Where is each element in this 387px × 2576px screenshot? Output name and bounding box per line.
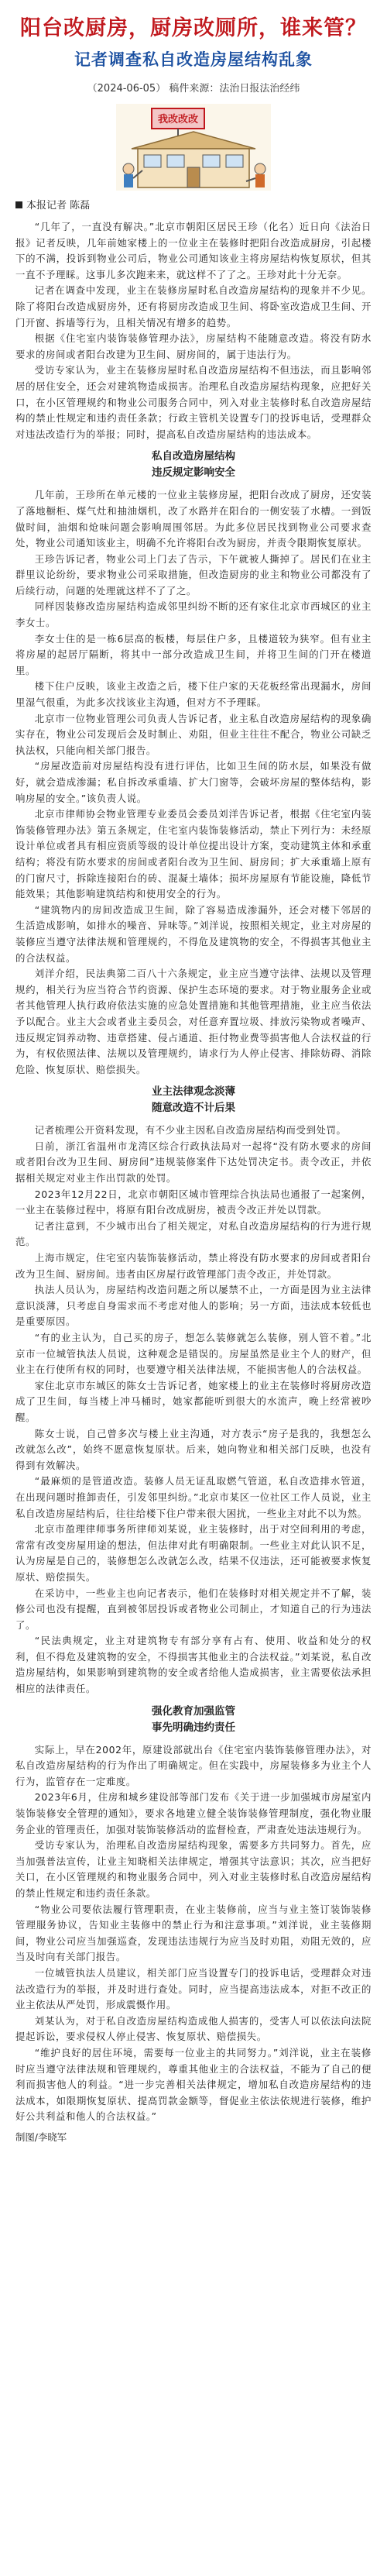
paragraph: 根据《住宅室内装饰装修管理办法》，房屋结构不能随意改造。将没有防水要求的房间或者阳台改建为卫生间、厨房间的，属于违法行为。	[15, 332, 372, 360]
paragraph: 一位城管执法人员建议，相关部门应当设置专门的投诉电话，受理群众对违法改造行为的举报，并及时进行查处。同时，应当提高违法成本，对拒不改正的业主依法从严处罚，形成震慑作用。	[15, 1966, 372, 2011]
byline	[15, 197, 372, 212]
article-page	[0, 11, 387, 2576]
paragraph: 日前，浙江省温州市龙湾区综合行政执法局对一起将“没有防水要求的房间或者阳台改为卫生间、厨房间”违规装修案件下达处罚决定书。责令改正，并依据相关规定对业主作出罚款的处罚。	[15, 1140, 372, 1185]
paragraph: “最麻烦的是管道改造。装修人员无证乱取燃气管道，私自改造排水管道，在出现问题时推卸责任，引发邻里纠纷。”北京市某区一位社区工作人员说，业主私自改造房屋结构后，往往给楼下住户带来很大困扰，一些业主对此不以为然。	[15, 1475, 372, 1519]
headline: 阳台改厨房，厨房改厕所，谁来管？	[20, 16, 367, 40]
section-title	[15, 1704, 372, 1736]
section-title-line: 随意改造不计后果	[152, 1102, 235, 1115]
paragraph: 李女士住的是一栋6层高的板楼，每层住户多，且楼道较为狭窄。但有业主将房屋的起居厅隔断，将其中一部分改造成卫生间，并将卫生间的门开在楼道里。	[15, 632, 372, 676]
paragraph: 几年前，王珍所在单元楼的一位业主装修房屋，把阳台改成了厨房，还安装了落地橱柜、煤气灶和抽油烟机，改了水路并在阳台的一侧安装了水槽。一到饭做时间，油烟和炝味问题会影响周围邻居。为此多位居民找到物业公司要求查处，物业公司通知该业主，明确不允许将阳台改为厨房，并责令限期恢复原状。	[15, 489, 372, 549]
paragraph: 北京市律师协会物业管理专业委员会委员刘洋告诉记者，根据《住宅室内装饰装修管理办法》第五条规定，住宅室内装饰装修活动，禁止下列行为：未经原设计单位或者具有相应资质等级的设计单位提出设计方案，变动建筑主体和承重结构；将没有防水要求的房间或者阳台改为卫生间、厨房间；扩大承重墙上原有的门窗尺寸，拆除连接阳台的砖、混凝土墙体；损坏房屋原有节能设施，降低节能效果；其他影响建筑结构和使用安全的行为。	[15, 808, 372, 900]
paragraph: 北京市盈理律师事务所律师刘某说，业主装修时，出于对空间利用的考虑，常常有改变房屋用途的想法，但法律对此有明确限制。一些业主对此认识不足，认为房屋是自己的，装修想怎么改就怎么改，结果不仅违法，还可能被要求恢复原状、赔偿损失。	[15, 1523, 372, 1583]
paragraph: 2023年12月22日，北京市朝阳区城市管理综合执法局也通报了一起案例，一业主在装修过程中，将原有阳台改成厨房，被责令改正并处以罚款。	[15, 1188, 372, 1216]
paragraph: “物业公司要依法履行管理职责，在业主装修前，应当与业主签订装饰装修管理服务协议，告知业主装修中的禁止行为和注意事项。”刘洋说，业主装修期间，物业公司应当加强巡查，发现违法违规行为应当及时劝阻，劝阻无效的，应当及时向有关部门报告。	[15, 1903, 372, 1963]
paragraph: 实际上，早在2002年，原建设部就出台《住宅室内装饰装修管理办法》，对私自改造房屋结构的行为作出了明确规定。但在实践中，房屋装修多为业主个人行为，监管存在一定难度。	[15, 1743, 372, 1787]
editor-credit: 制图/李晓军	[15, 2131, 67, 2143]
subheadline: 记者调查私自改造房屋结构乱象	[74, 50, 313, 69]
paragraph: “维护良好的居住环境，需要每一位业主的共同努力。”刘洋说，业主在装修时应当遵守法律法规和管理规约，尊重其他业主的合法权益，不能为了自己的便利而损害他人的利益。“进一步完善相关法律规定，增加私自改造房屋结构的违法成本，如限期恢复原状、提高罚款金额等，督促业主依法依规进行装修，维护好公共利益和他人的合法权益。”	[15, 2046, 372, 2123]
section-title-line: 事先明确违约责任	[152, 1721, 235, 1734]
paragraph: 陈女士说，自己曾多次与楼上业主沟通，对方表示“房子是我的，我想怎么改就怎么改”，始终不愿意恢复原状。后来，她向物业和相关部门反映，也没有得到有效解决。	[15, 1427, 372, 1471]
paragraph: 楼下住户反映，该业主改造之后，楼下住户家的天花板经常出现漏水，房间里湿气很重，为此多次找该业主沟通，但对方不予理睬。	[15, 680, 372, 709]
paragraph: 家住北京市东城区的陈女士告诉记者，她家楼上的业主在装修时将厨房改造成了卫生间，每当楼上冲马桶时，她家都能听到很大的水流声，晚上经常被吵醒。	[15, 1379, 372, 1423]
byline-square-icon	[15, 201, 22, 208]
article-body	[15, 219, 372, 2125]
paragraph: 执法人员认为，房屋结构改造问题之所以屡禁不止，一方面是因为业主法律意识淡薄，只考虑自身需求而不考虑对他人的影响；另一方面，违法成本较低也是重要原因。	[15, 1284, 372, 1328]
illustration	[116, 104, 271, 191]
paragraph: 记者注意到，不少城市出台了相关规定，对私自改造房屋结构的行为进行规范。	[15, 1219, 372, 1248]
sign-text: 我改改改	[157, 114, 199, 126]
paragraph: 2023年6月，住房和城乡建设部等部门发布《关于进一步加强城市房屋室内装饰装修安全管理的通知》，要求各地建立健全装饰装修管理制度，强化物业服务企业的管理责任，加强对装饰装修活动的监督检查，严肃查处违法违规行为。	[15, 1791, 372, 1835]
byline-text: 本报记者 陈磊	[26, 200, 91, 212]
section-title	[15, 449, 372, 481]
paragraph: 记者在调查中发现，业主在装修房屋时私自改造房屋结构的现象并不少见。除了将阳台改造成厨房外，还有将厨房改造成卫生间、将卧室改造成卫生间、开门开窗、拆墙等行为，且相关情况有增多的趋势。	[15, 284, 372, 328]
paragraph: “有的业主认为，自己买的房子，想怎么装修就怎么装修，别人管不着。”北京市一位城管执法人员说，这种观念是错误的。房屋虽然是业主个人的财产，但业主在行使所有权的同时，也要遵守相关法律法规，不能损害他人的合法权益。	[15, 1332, 372, 1376]
paragraph: 记者梳理公开资料发现，有不少业主因私自改造房屋结构而受到处罚。	[34, 1124, 347, 1137]
paragraph: 王珍告诉记者，物业公司上门去了告示，下午就被人撕掉了。居民们在业主群里议论纷纷，要求物业公司采取措施，但改造厨房的业主和物业公司都没有了后续行动，问题的处理就这样不了了之。	[15, 552, 372, 597]
paragraph: 北京市一位物业管理公司负责人告诉记者，业主私自改造房屋结构的现象确实存在，物业公司发现后会及时制止、劝阻，但业主往往不配合，物业公司缺乏执法权，只能向相关部门报告。	[15, 712, 372, 756]
paragraph: “几年了，一直没有解决。”北京市朝阳区居民王珍（化名）近日向《法治日报》记者反映，几年前她家楼上的一位业主在装修时把阳台改造成厨房，引起楼下的不满，投诉到物业公司后，物业公司通知该业主将房屋结构恢复原状，但其一直不予理睬。这事儿多次跑来来，就这样不了了之。王珍对此十分无奈。	[15, 221, 372, 280]
paragraph: 上海市规定，住宅室内装饰装修活动，禁止将没有防水要求的房间或者阳台改为卫生间、厨房间。违者由区房屋行政管理部门责令改正，并处罚款。	[15, 1252, 372, 1280]
paragraph: 在采访中，一些业主也向记者表示，他们在装修时对相关规定并不了解，装修公司也没有提醒，直到被邻居投诉或者物业公司制止，才知道自己的行为违法了。	[15, 1587, 372, 1631]
section-title-line: 业主法律观念淡薄	[152, 1085, 235, 1099]
paragraph: “民法典规定，业主对建筑物专有部分享有占有、使用、收益和处分的权利，但不得危及建筑物的安全，不得损害其他业主的合法权益。”刘某说，私自改造房屋结构，如果影响到建筑物的安全或者给他人造成损害，业主需要依法承担相应的法律责任。	[15, 1635, 372, 1695]
paragraph: “建筑物内的房间改造成卫生间，除了容易造成渗漏外，还会对楼下邻居的生活造成影响，如排水的噪音、异味等。”刘洋说，按照相关规定，业主对房屋的装修应当遵守法律法规和管理规约，不得危及建筑物的安全，不得损害其他业主的合法权益。	[15, 903, 372, 964]
paragraph: 受访专家认为，治理私自改造房屋结构现象，需要多方共同努力。首先，应当加强普法宣传，让业主知晓相关法律规定，增强其守法意识；其次，应当把好关口，在小区管理规约和物业服务合同中，列入对业主装修时私自改造房屋结构的禁止性规定和违约责任条款。	[15, 1839, 372, 1899]
paragraph: “房屋改造前对房屋结构没有进行评估，比如卫生间的防水层，如果没有做好，就会造成渗漏；私自拆改承重墙、扩大门窗等，会破坏房屋的整体结构，影响房屋的安全。”该负责人说。	[15, 760, 372, 804]
section-title	[15, 1084, 372, 1116]
paragraph: 刘洋介绍，民法典第二百八十六条规定，业主应当遵守法律、法规以及管理规约，相关行为应当符合节约资源、保护生态环境的要求。对于物业服务企业或者其他管理人执行政府依法实施的应急处置措施和其他管理措施，业主应当依法予以配合。业主大会或者业主委员会，对任意弃置垃圾、排放污染物或者噪声、违反规定饲养动物、违章搭建、侵占通道、拒付物业费等损害他人合法权益的行为，有权依照法律、法规以及管理规约，请求行为人停止侵害、排除妨碍、消除危险、恢复原状、赔偿损失。	[15, 968, 372, 1075]
section-title-line: 违反规定影响安全	[152, 466, 235, 480]
section-title-line: 私自改造房屋结构	[152, 450, 235, 463]
dateline: （2024-06-05） 稿件来源：法治日报法治经纬	[87, 83, 300, 95]
paragraph: 同样因装修改造房屋结构造成邻里纠纷不断的还有家住北京市西城区的业主李女士。	[15, 600, 372, 629]
paragraph: 受访专家认为，业主在装修房屋时私自改造房屋结构不但违法，而且影响邻居的居住安全，还会对建筑物造成损害。治理私自改造房屋结构现象，应把好关口，在小区管理规约和物业公司服务合同中，列入对业主装修时私自改造房屋结构的禁止性规定和违约责任条款；行政主管机关设置专门的投诉电话，受理群众对违法改造行为的举报；同时，提高私自改造房屋结构的违法成本。	[15, 364, 372, 440]
paragraph: 刘某认为，对于私自改造房屋结构造成他人损害的，受害人可以依法向法院提起诉讼，要求侵权人停止侵害、恢复原状、赔偿损失。	[15, 2014, 372, 2043]
section-title-line: 强化教育加强监管	[152, 1704, 235, 1718]
renovation-illustration-icon	[116, 104, 271, 191]
